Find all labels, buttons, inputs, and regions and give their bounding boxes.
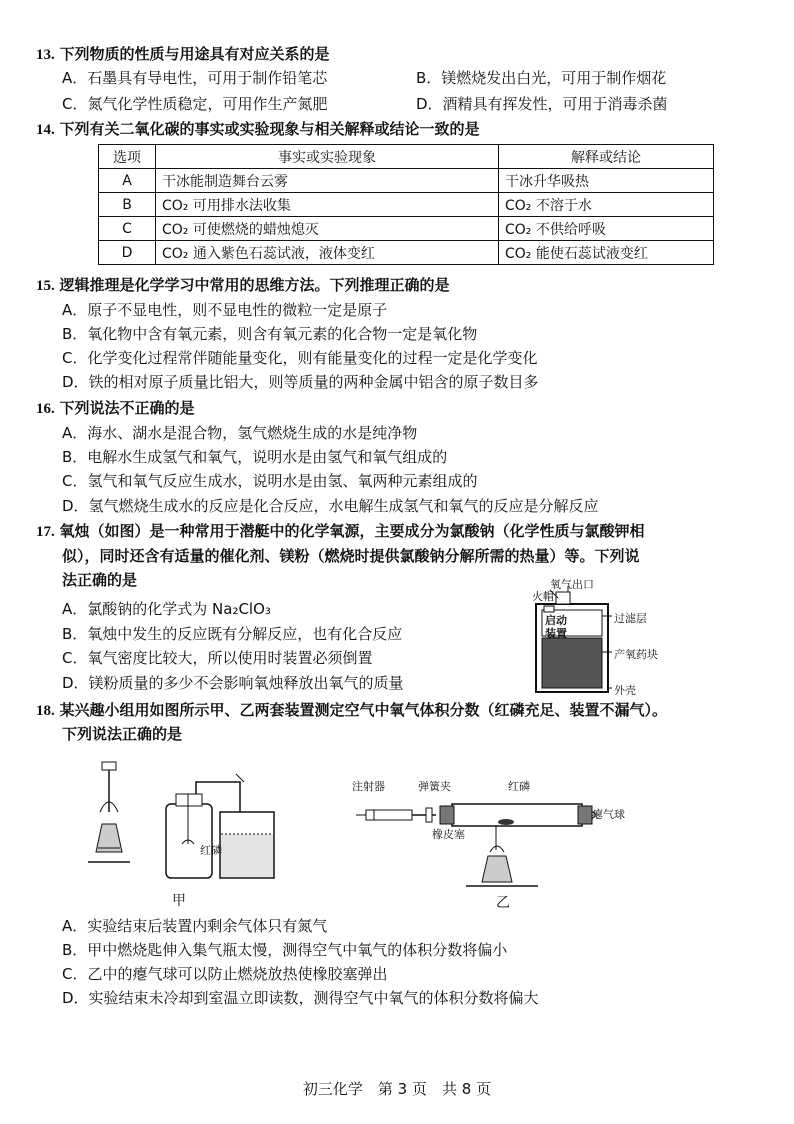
table-cell: CO₂ 通入紫色石蕊试液，液体变红: [156, 241, 499, 265]
option-c: C．氢气和氧气反应生成水，说明水是由氢、氧两种元素组成的: [62, 472, 478, 490]
option-d: D．镁粉质量的多少不会影响氧烛释放出氧气的质量: [62, 674, 404, 692]
question-stem: 下列说法不正确的是: [59, 399, 195, 417]
question-stem: 逻辑推理是化学学习中常用的思维方法。下列推理正确的是: [59, 276, 450, 294]
option-b: B．氧烛中发生的反应既有分解反应，也有化合反应: [62, 625, 403, 643]
question-stem: 氧烛（如图）是一种常用于潜艇中的化学氧源，主要成分为氯酸钠（化学性质与氯酸钾相: [59, 522, 645, 540]
table-row: [99, 241, 714, 265]
figure-label-jia: 甲: [172, 893, 186, 909]
question-stem: 下列物质的性质与用途具有对应关系的是: [59, 45, 330, 63]
question-stem: 下列有关二氧化碳的事实或实验现象与相关解释或结论一致的是: [59, 120, 480, 138]
table-header: 事实或实验现象: [156, 145, 499, 169]
option-c: C．氧气密度比较大，所以使用时装置必须倒置: [62, 649, 373, 667]
question-number: 13.: [36, 47, 55, 63]
co2-table: [98, 144, 714, 265]
figure-label-block: 产氧药块: [614, 648, 658, 661]
question-stem-line3: 法正确的是: [62, 571, 138, 589]
figure-label-stopper: 橡皮塞: [432, 828, 465, 841]
question-stem: 某兴趣小组用如图所示甲、乙两套装置测定空气中氧气体积分数（红磷充足、装置不漏气）。: [59, 701, 668, 719]
question-number: 15.: [36, 278, 55, 294]
table-row: [99, 217, 714, 241]
figure-label-outlet: 氧气出口: [550, 578, 594, 591]
question-number: 17.: [36, 524, 55, 540]
question-15: [36, 273, 450, 298]
option-a: A．海水、湖水是混合物，氢气燃烧生成的水是纯净物: [62, 424, 418, 442]
option-b: B．镁燃烧发出白光，可用于制作烟花: [416, 69, 667, 87]
question-stem-line2: 似），同时还含有适量的催化剂、镁粉（燃烧时提供氯酸钠分解所需的热量）等。下列说: [62, 547, 640, 565]
table-row: [99, 169, 714, 193]
figure-label-balloon: 瘪气球: [592, 808, 625, 821]
option-c: C．氮气化学性质稳定，可用作生产氮肥: [62, 95, 328, 113]
figure-label-cap: 火帽: [532, 590, 554, 603]
figure-label-clamp: 弹簧夹: [418, 780, 451, 793]
table-cell: CO₂ 不溶于水: [499, 193, 714, 217]
table-cell: CO₂ 不供给呼吸: [499, 217, 714, 241]
table-cell: CO₂ 可使燃烧的蜡烛熄灭: [156, 217, 499, 241]
figure-label-filter: 过滤层: [614, 612, 647, 625]
question-number: 14.: [36, 122, 55, 138]
table-header: 选项: [99, 145, 156, 169]
option-d: D．铁的相对原子质量比铝大，则等质量的两种金属中铝含的原子数目多: [62, 373, 539, 391]
option-a: A．石墨具有导电性，可用于制作铅笔芯: [62, 69, 328, 87]
question-13: [36, 42, 330, 67]
apparatus-jia-figure: [88, 752, 288, 892]
option-a: A．氯酸钠的化学式为 Na₂ClO₃: [62, 600, 271, 618]
option-a: A．实验结束后装置内剩余气体只有氮气: [62, 917, 328, 935]
table-row: [99, 193, 714, 217]
option-c: C．乙中的瘪气球可以防止燃烧放热使橡胶塞弹出: [62, 965, 388, 983]
figure-label-jia-phosphorus: 红磷: [200, 844, 222, 857]
figure-label-shell: 外壳: [614, 684, 636, 697]
question-stem-line2: 下列说法正确的是: [62, 725, 183, 743]
table-cell: CO₂ 可用排水法收集: [156, 193, 499, 217]
table-cell: 干冰能制造舞台云雾: [156, 169, 499, 193]
table-cell: B: [99, 193, 156, 217]
question-number: 18.: [36, 703, 55, 719]
option-d: D．酒精具有挥发性，可用于消毒杀菌: [416, 95, 668, 113]
table-cell: CO₂ 能使石蕊试液变红: [499, 241, 714, 265]
table-header-row: [99, 145, 714, 169]
table-cell: C: [99, 217, 156, 241]
question-number: 16.: [36, 401, 55, 417]
question-16: [36, 396, 195, 421]
table-header: 解释或结论: [499, 145, 714, 169]
figure-label-yi: 乙: [496, 895, 510, 911]
option-d: D．氢气燃烧生成水的反应是化合反应，水电解生成氢气和氧气的反应是分解反应: [62, 497, 599, 515]
option-b: B．甲中燃烧匙伸入集气瓶太慢，测得空气中氧气的体积分数将偏小: [62, 941, 508, 959]
question-18: [36, 698, 667, 723]
question-14: [36, 117, 480, 142]
question-17: [36, 519, 645, 544]
option-a: A．原子不显电性，则不显电性的微粒一定是原子: [62, 301, 388, 319]
table-cell: A: [99, 169, 156, 193]
option-b: B．电解水生成氢气和氧气，说明水是由氢气和氧气组成的: [62, 448, 448, 466]
page-footer: 初三化学 第 3 页 共 8 页: [302, 1080, 492, 1098]
figure-label-syringe: 注射器: [352, 780, 385, 793]
option-c: C．化学变化过程常伴随能量变化，则有能量变化的过程一定是化学变化: [62, 349, 538, 367]
option-b: B．氧化物中含有氧元素，则含有氧元素的化合物一定是氧化物: [62, 325, 478, 343]
option-d: D．实验结束未冷却到室温立即读数，测得空气中氧气的体积分数将偏大: [62, 989, 539, 1007]
table-cell: D: [99, 241, 156, 265]
table-cell: 干冰升华吸热: [499, 169, 714, 193]
figure-label-starter: 启动装置: [545, 614, 567, 640]
figure-label-phosphorus: 红磷: [508, 780, 530, 793]
